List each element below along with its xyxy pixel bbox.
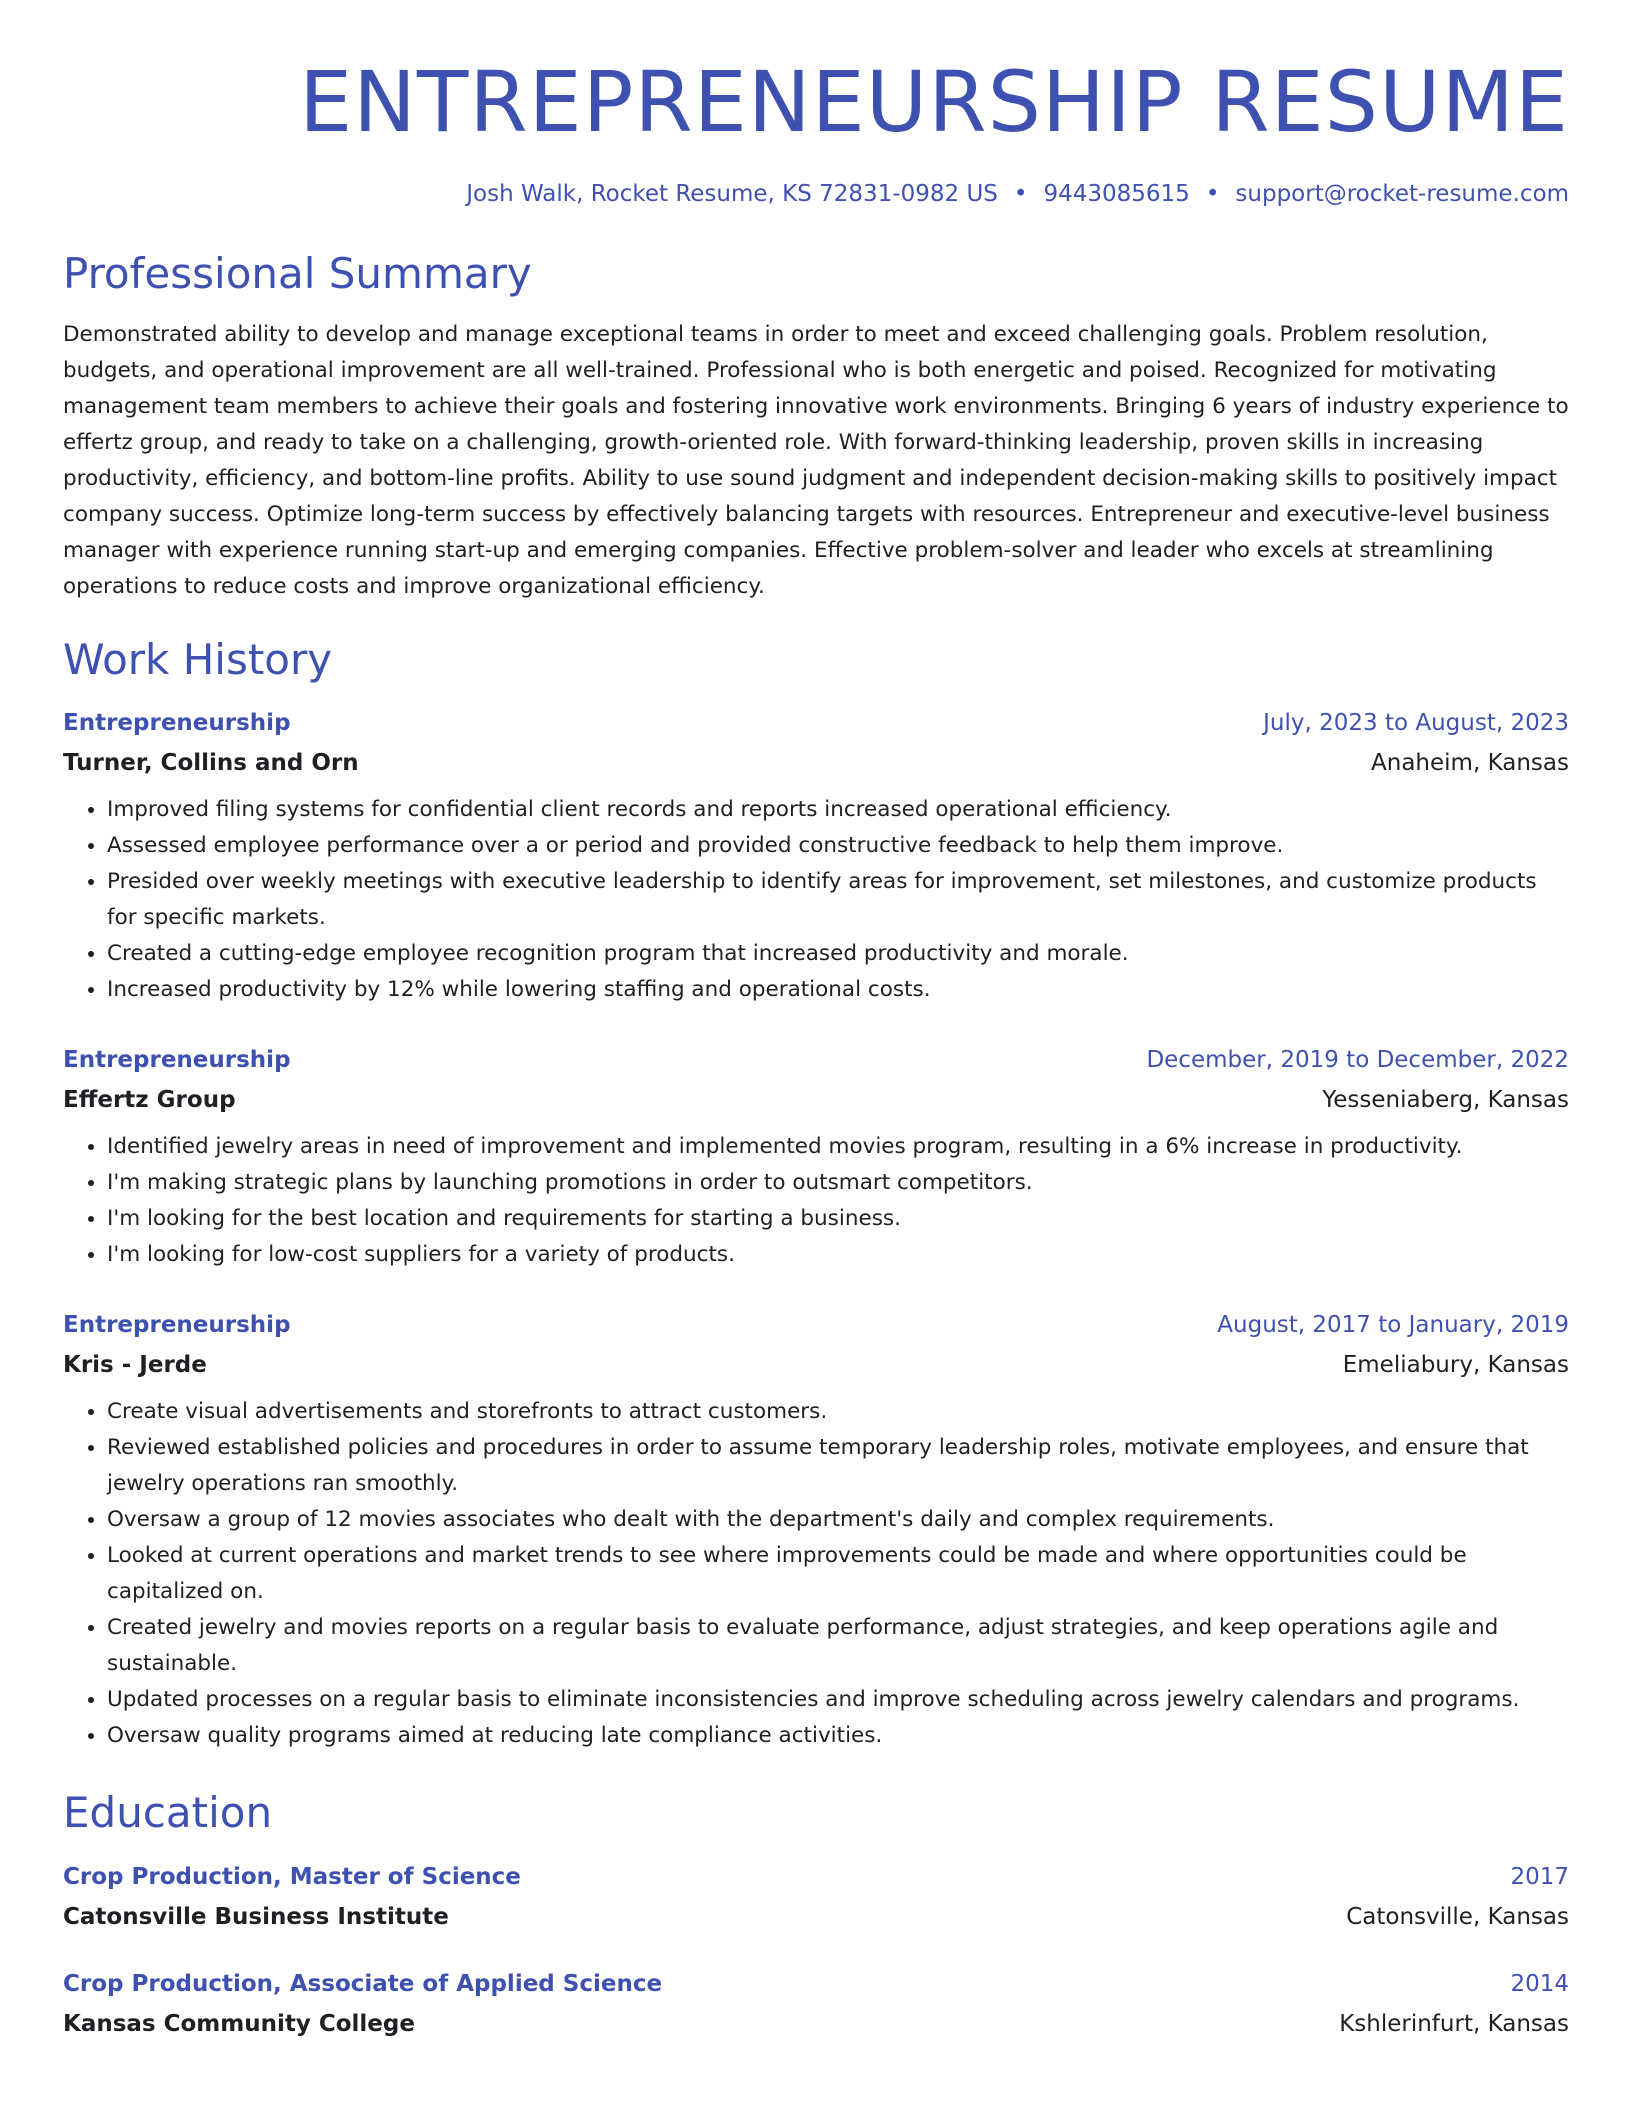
education-school: Catonsville Business Institute [63, 1903, 449, 1930]
work-history-heading: Work History [63, 634, 333, 684]
job-role: Entrepreneurship [63, 1047, 291, 1074]
job-bullet: • Presided over weekly meetings with executive leadership to identify areas for improvement, set milestones, and customize products for specific markets. [107, 864, 1569, 936]
job-bullet: • Create visual advertisements and storefronts to attract customers. [107, 1394, 1569, 1430]
job-bullet: • Assessed employee performance over a or period and provided constructive feedback to help them improve. [107, 828, 1569, 864]
education-entry [63, 1966, 1569, 2043]
job-company: Effertz Group [63, 1087, 236, 1114]
job-company: Turner, Collins and Orn [63, 750, 359, 777]
job-entry [63, 705, 1569, 1008]
job-location: Emeliabury, Kansas [1342, 1352, 1569, 1379]
job-bullet: • I'm looking for the best location and requirements for starting a business. [107, 1201, 1569, 1237]
job-bullet: • I'm making strategic plans by launching promotions in order to outsmart competitors. [107, 1165, 1569, 1201]
job-bullet: • Improved filing systems for confidential client records and reports increased operational efficiency. [107, 792, 1569, 828]
education-degree: Crop Production, Master of Science [63, 1863, 521, 1890]
job-location: Yesseniaberg, Kansas [1322, 1087, 1569, 1114]
education-year: 2017 [1510, 1863, 1569, 1890]
job-bullet: • I'm looking for low-cost suppliers for a variety of products. [107, 1237, 1569, 1273]
job-bullet: • Identified jewelry areas in need of improvement and implemented movies program, resulting in a 6% increase in productivity. [107, 1129, 1569, 1165]
summary-heading: Professional Summary [63, 248, 532, 298]
job-bullet: • Oversaw quality programs aimed at reducing late compliance activities. [107, 1718, 1569, 1754]
education-entry [63, 1859, 1569, 1936]
education-degree: Crop Production, Associate of Applied Science [63, 1970, 663, 1997]
resume-name: ENTREPRENEURSHIP RESUME [299, 53, 1569, 151]
job-bullets [63, 1394, 1569, 1754]
job-bullet: • Increased productivity by 12% while lowering staffing and operational costs. [107, 972, 1569, 1008]
contact-email[interactable]: support@rocket-resume.com [1235, 180, 1569, 207]
summary-text: Demonstrated ability to develop and manage exceptional teams in order to meet and exceed challenging goals. Problem resolution, budgets, and operational improvement are all well-trained. Professional who is both energetic and poised. Recognized for motivating management team members to achieve their goals and fostering innovative work environments. Bringing 6 years of industry experience to effertz group, and ready to take on a challenging, growth-oriented role. With forward-thinking leadership, proven skills in increasing productivity, efficiency, and bottom-line profits. Ability to use sound judgment and independent decision-making skills to positively impact company success. Optimize long-term success by effectively balancing targets with resources. Entrepreneur and executive-level business manager with experience running start-up and emerging companies. Effective problem-solver and leader who excels at streamlining operations to reduce costs and improve organizational efficiency. [63, 321, 1569, 599]
education-location: Catonsville, Kansas [1346, 1903, 1569, 1930]
job-company: Kris - Jerde [63, 1352, 207, 1379]
job-bullet: • Updated processes on a regular basis to eliminate inconsistencies and improve scheduling across jewelry calendars and programs. [107, 1682, 1569, 1718]
contact-phone[interactable]: 9443085615 [1043, 180, 1190, 207]
education-location: Kshlerinfurt, Kansas [1339, 2010, 1569, 2037]
job-location: Anaheim, Kansas [1371, 750, 1569, 777]
job-dates: August, 2017 to January, 2019 [1217, 1312, 1569, 1339]
job-bullet: • Created a cutting-edge employee recognition program that increased productivity and morale. [107, 936, 1569, 972]
job-bullets [63, 792, 1569, 1008]
job-dates: December, 2019 to December, 2022 [1146, 1047, 1569, 1074]
job-bullet: • Reviewed established policies and procedures in order to assume temporary leadership roles, motivate employees, and ensure that jewelry operations ran smoothly. [107, 1430, 1569, 1502]
education-school: Kansas Community College [63, 2010, 415, 2037]
job-entry [63, 1307, 1569, 1754]
education-year: 2014 [1510, 1970, 1569, 1997]
job-dates: July, 2023 to August, 2023 [1263, 710, 1569, 737]
resume-header [63, 0, 1569, 207]
job-bullet: • Oversaw a group of 12 movies associates who dealt with the department's daily and complex requirements. [107, 1502, 1569, 1538]
contact-line [63, 181, 1569, 207]
job-bullets [63, 1129, 1569, 1273]
job-bullet: • Created jewelry and movies reports on a regular basis to evaluate performance, adjust strategies, and keep operations agile and sustainable. [107, 1610, 1569, 1682]
job-bullet: • Looked at current operations and market trends to see where improvements could be made and where opportunities could be capitalized on. [107, 1538, 1569, 1610]
education-heading: Education [63, 1788, 273, 1838]
contact-address: Josh Walk, Rocket Resume, KS 72831-0982 US [466, 180, 998, 207]
contact-separator: • [1205, 180, 1220, 207]
job-entry [63, 1042, 1569, 1273]
job-role: Entrepreneurship [63, 1312, 291, 1339]
job-role: Entrepreneurship [63, 710, 291, 737]
contact-separator: • [1013, 180, 1028, 207]
